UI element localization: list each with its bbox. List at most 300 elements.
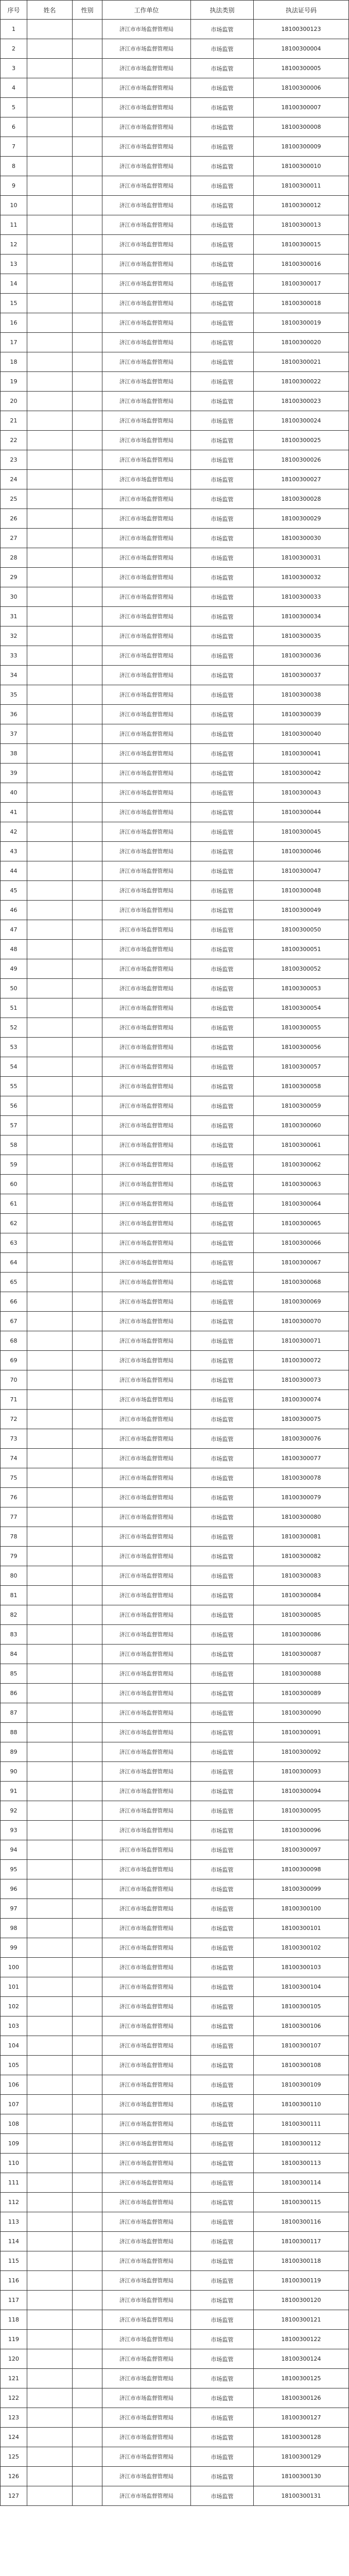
enforcement-category-cell: 市场监管 (191, 783, 254, 803)
work-unit-cell: 济江市市场监督管理局 (102, 1370, 191, 1390)
table-row (1, 1899, 349, 1919)
gender-cell (73, 2369, 102, 2388)
name-cell (27, 1742, 73, 1762)
gender-cell (73, 1782, 102, 1801)
serial-cell: 80 (1, 1566, 27, 1586)
name-cell (27, 1586, 73, 1605)
enforcement-category-cell: 市场监管 (191, 1840, 254, 1860)
serial-cell: 31 (1, 607, 27, 626)
name-cell (27, 1057, 73, 1077)
gender-cell (73, 157, 102, 176)
name-cell (27, 1155, 73, 1175)
certificate-number-cell: 18100300093 (254, 1762, 349, 1782)
enforcement-category-cell: 市场监管 (191, 1586, 254, 1605)
gender-cell (73, 294, 102, 313)
name-cell (27, 1507, 73, 1527)
serial-cell: 122 (1, 2388, 27, 2408)
enforcement-category-cell: 市场监管 (191, 1136, 254, 1155)
work-unit-cell: 济江市市场监督管理局 (102, 1077, 191, 1096)
enforcement-category-cell: 市场监管 (191, 1801, 254, 1821)
serial-cell: 8 (1, 157, 27, 176)
enforcement-category-cell: 市场监管 (191, 901, 254, 920)
table-row (1, 1625, 349, 1645)
name-cell (27, 1214, 73, 1233)
certificate-number-cell: 18100300047 (254, 861, 349, 881)
gender-cell (73, 607, 102, 626)
name-cell (27, 744, 73, 764)
enforcement-category-cell: 市场监管 (191, 2056, 254, 2075)
serial-cell: 88 (1, 1723, 27, 1742)
table-row (1, 2251, 349, 2271)
name-cell (27, 117, 73, 137)
name-cell (27, 1410, 73, 1429)
certificate-number-cell: 18100300121 (254, 2310, 349, 2330)
gender-cell (73, 1742, 102, 1762)
work-unit-cell: 济江市市场监督管理局 (102, 392, 191, 411)
serial-cell: 26 (1, 509, 27, 529)
gender-cell (73, 274, 102, 294)
certificate-number-cell: 18100300115 (254, 2193, 349, 2212)
table-row (1, 2173, 349, 2193)
name-cell (27, 2330, 73, 2349)
header-enforcement-category: 执法类别 (191, 1, 254, 20)
serial-cell: 116 (1, 2271, 27, 2291)
certificate-number-cell: 18100300101 (254, 1919, 349, 1938)
table-row (1, 1586, 349, 1605)
certificate-number-cell: 18100300049 (254, 901, 349, 920)
table-row (1, 1507, 349, 1527)
enforcement-category-cell: 市场监管 (191, 1547, 254, 1566)
serial-cell: 65 (1, 1273, 27, 1292)
work-unit-cell: 济江市市场监督管理局 (102, 1723, 191, 1742)
name-cell (27, 685, 73, 705)
work-unit-cell: 济江市市场监督管理局 (102, 2271, 191, 2291)
gender-cell (73, 1273, 102, 1292)
gender-cell (73, 666, 102, 685)
table-row (1, 450, 349, 470)
gender-cell (73, 587, 102, 607)
work-unit-cell: 济江市市场监督管理局 (102, 842, 191, 861)
work-unit-cell: 济江市市场监督管理局 (102, 1253, 191, 1273)
name-cell (27, 1625, 73, 1645)
certificate-number-cell: 18100300070 (254, 1312, 349, 1331)
certificate-number-cell: 18100300060 (254, 1116, 349, 1136)
work-unit-cell: 济江市市场监督管理局 (102, 920, 191, 940)
certificate-number-cell: 18100300100 (254, 1899, 349, 1919)
table-row (1, 626, 349, 646)
name-cell (27, 2388, 73, 2408)
name-cell (27, 2095, 73, 2114)
table-row (1, 78, 349, 98)
table-row (1, 2193, 349, 2212)
work-unit-cell: 济江市市场监督管理局 (102, 666, 191, 685)
serial-cell: 85 (1, 1664, 27, 1684)
serial-cell: 7 (1, 137, 27, 157)
serial-cell: 60 (1, 1175, 27, 1194)
name-cell (27, 979, 73, 998)
certificate-number-cell: 18100300066 (254, 1233, 349, 1253)
name-cell (27, 940, 73, 959)
certificate-number-cell: 18100300056 (254, 1038, 349, 1057)
certificate-number-cell: 18100300076 (254, 1429, 349, 1449)
serial-cell: 40 (1, 783, 27, 803)
enforcement-category-cell: 市场监管 (191, 626, 254, 646)
enforcement-category-cell: 市场监管 (191, 998, 254, 1018)
certificate-number-cell: 18100300063 (254, 1175, 349, 1194)
gender-cell (73, 431, 102, 450)
name-cell (27, 470, 73, 489)
table-row (1, 920, 349, 940)
name-cell (27, 20, 73, 39)
name-cell (27, 861, 73, 881)
enforcement-category-cell: 市场监管 (191, 529, 254, 548)
enforcement-category-cell: 市场监管 (191, 2369, 254, 2388)
work-unit-cell: 济江市市场监督管理局 (102, 1879, 191, 1899)
gender-cell (73, 1664, 102, 1684)
gender-cell (73, 1547, 102, 1566)
table-row (1, 783, 349, 803)
certificate-number-cell: 18100300083 (254, 1566, 349, 1586)
certificate-number-cell: 18100300058 (254, 1077, 349, 1096)
name-cell (27, 39, 73, 59)
name-cell (27, 2447, 73, 2467)
certificate-number-cell: 18100300071 (254, 1331, 349, 1351)
enforcement-category-cell: 市场监管 (191, 1879, 254, 1899)
enforcement-category-cell: 市场监管 (191, 1938, 254, 1958)
gender-cell (73, 1625, 102, 1645)
work-unit-cell: 济江市市场监督管理局 (102, 940, 191, 959)
table-row (1, 548, 349, 568)
gender-cell (73, 783, 102, 803)
gender-cell (73, 2212, 102, 2232)
certificate-number-cell: 18100300069 (254, 1292, 349, 1312)
serial-cell: 51 (1, 998, 27, 1018)
table-row (1, 2075, 349, 2095)
work-unit-cell: 济江市市场监督管理局 (102, 372, 191, 392)
work-unit-cell: 济江市市场监督管理局 (102, 137, 191, 157)
enforcement-category-cell: 市场监管 (191, 1077, 254, 1096)
work-unit-cell: 济江市市场监督管理局 (102, 1096, 191, 1116)
gender-cell (73, 1977, 102, 1997)
work-unit-cell: 济江市市场监督管理局 (102, 1527, 191, 1547)
certificate-number-cell: 18100300045 (254, 822, 349, 842)
gender-cell (73, 1860, 102, 1879)
table-row (1, 1331, 349, 1351)
name-cell (27, 1312, 73, 1331)
enforcement-category-cell: 市场监管 (191, 1233, 254, 1253)
serial-cell: 72 (1, 1410, 27, 1429)
table-row (1, 1449, 349, 1468)
table-row (1, 2310, 349, 2330)
serial-cell: 93 (1, 1821, 27, 1840)
name-cell (27, 607, 73, 626)
certificate-number-cell: 18100300067 (254, 1253, 349, 1273)
enforcement-category-cell: 市场监管 (191, 352, 254, 372)
work-unit-cell: 济江市市场监督管理局 (102, 1488, 191, 1507)
name-cell (27, 78, 73, 98)
table-row (1, 2114, 349, 2134)
table-row (1, 2212, 349, 2232)
name-cell (27, 568, 73, 587)
gender-cell (73, 1762, 102, 1782)
name-cell (27, 450, 73, 470)
enforcement-category-cell: 市场监管 (191, 313, 254, 333)
certificate-number-cell: 18100300061 (254, 1136, 349, 1155)
gender-cell (73, 509, 102, 529)
serial-cell: 110 (1, 2154, 27, 2173)
work-unit-cell: 济江市市场监督管理局 (102, 196, 191, 215)
work-unit-cell: 济江市市场监督管理局 (102, 78, 191, 98)
gender-cell (73, 352, 102, 372)
work-unit-cell: 济江市市场监督管理局 (102, 489, 191, 509)
table-row (1, 1038, 349, 1057)
certificate-number-cell: 18100300031 (254, 548, 349, 568)
gender-cell (73, 2486, 102, 2506)
enforcement-category-cell: 市场监管 (191, 646, 254, 666)
work-unit-cell: 济江市市场监督管理局 (102, 705, 191, 724)
name-cell (27, 352, 73, 372)
serial-cell: 12 (1, 235, 27, 255)
enforcement-category-cell: 市场监管 (191, 392, 254, 411)
serial-cell: 92 (1, 1801, 27, 1821)
certificate-number-cell: 18100300073 (254, 1370, 349, 1390)
work-unit-cell: 济江市市场监督管理局 (102, 1645, 191, 1664)
table-row (1, 1057, 349, 1077)
work-unit-cell: 济江市市场监督管理局 (102, 2467, 191, 2486)
serial-cell: 37 (1, 724, 27, 744)
gender-cell (73, 2095, 102, 2114)
certificate-number-cell: 18100300032 (254, 568, 349, 587)
gender-cell (73, 724, 102, 744)
certificate-number-cell: 18100300062 (254, 1155, 349, 1175)
certificate-number-cell: 18100300040 (254, 724, 349, 744)
enforcement-category-cell: 市场监管 (191, 78, 254, 98)
certificate-number-cell: 18100300116 (254, 2212, 349, 2232)
certificate-number-cell: 18100300029 (254, 509, 349, 529)
certificate-number-cell: 18100300085 (254, 1605, 349, 1625)
gender-cell (73, 1410, 102, 1429)
enforcement-category-cell: 市场监管 (191, 764, 254, 783)
work-unit-cell: 济江市市场监督管理局 (102, 20, 191, 39)
serial-cell: 4 (1, 78, 27, 98)
gender-cell (73, 1370, 102, 1390)
name-cell (27, 2428, 73, 2447)
table-row (1, 1292, 349, 1312)
enforcement-category-cell: 市场监管 (191, 1645, 254, 1664)
certificate-number-cell: 18100300079 (254, 1488, 349, 1507)
work-unit-cell: 济江市市场监督管理局 (102, 2232, 191, 2251)
table-row (1, 2056, 349, 2075)
name-cell (27, 1547, 73, 1566)
certificate-number-cell: 18100300111 (254, 2114, 349, 2134)
table-row (1, 1410, 349, 1429)
enforcement-category-cell: 市场监管 (191, 2447, 254, 2467)
serial-cell: 23 (1, 450, 27, 470)
serial-cell: 16 (1, 313, 27, 333)
serial-cell: 38 (1, 744, 27, 764)
name-cell (27, 842, 73, 861)
enforcement-category-cell: 市场监管 (191, 1742, 254, 1762)
enforcement-category-cell: 市场监管 (191, 1488, 254, 1507)
work-unit-cell: 济江市市场监督管理局 (102, 1312, 191, 1331)
gender-cell (73, 39, 102, 59)
name-cell (27, 881, 73, 901)
work-unit-cell: 济江市市场监督管理局 (102, 1625, 191, 1645)
certificate-number-cell: 18100300107 (254, 2036, 349, 2056)
work-unit-cell: 济江市市场监督管理局 (102, 2154, 191, 2173)
serial-cell: 89 (1, 1742, 27, 1762)
certificate-number-cell: 18100300033 (254, 587, 349, 607)
serial-cell: 83 (1, 1625, 27, 1645)
certificate-number-cell: 18100300034 (254, 607, 349, 626)
table-row (1, 705, 349, 724)
name-cell (27, 920, 73, 940)
serial-cell: 18 (1, 352, 27, 372)
work-unit-cell: 济江市市场监督管理局 (102, 1410, 191, 1429)
gender-cell (73, 1801, 102, 1821)
serial-cell: 21 (1, 411, 27, 431)
gender-cell (73, 568, 102, 587)
enforcement-category-cell: 市场监管 (191, 1273, 254, 1292)
serial-cell: 108 (1, 2114, 27, 2134)
name-cell (27, 1449, 73, 1468)
table-row (1, 1175, 349, 1194)
certificate-number-cell: 18100300117 (254, 2232, 349, 2251)
serial-cell: 87 (1, 1703, 27, 1723)
certificate-number-cell: 18100300037 (254, 666, 349, 685)
name-cell (27, 333, 73, 352)
gender-cell (73, 1077, 102, 1096)
gender-cell (73, 1684, 102, 1703)
gender-cell (73, 998, 102, 1018)
name-cell (27, 1370, 73, 1390)
gender-cell (73, 529, 102, 548)
certificate-number-cell: 18100300129 (254, 2447, 349, 2467)
certificate-number-cell: 18100300026 (254, 450, 349, 470)
work-unit-cell: 济江市市场监督管理局 (102, 2173, 191, 2193)
table-row (1, 1645, 349, 1664)
certificate-number-cell: 18100300008 (254, 117, 349, 137)
certificate-number-cell: 18100300052 (254, 959, 349, 979)
serial-cell: 94 (1, 1840, 27, 1860)
serial-cell: 41 (1, 803, 27, 822)
enforcement-category-cell: 市场监管 (191, 2016, 254, 2036)
enforcement-category-cell: 市场监管 (191, 39, 254, 59)
serial-cell: 97 (1, 1899, 27, 1919)
certificate-number-cell: 18100300114 (254, 2173, 349, 2193)
enforcement-category-cell: 市场监管 (191, 2486, 254, 2506)
enforcement-category-cell: 市场监管 (191, 2251, 254, 2271)
work-unit-cell: 济江市市场监督管理局 (102, 2408, 191, 2428)
serial-cell: 33 (1, 646, 27, 666)
work-unit-cell: 济江市市场监督管理局 (102, 1938, 191, 1958)
certificate-number-cell: 18100300097 (254, 1840, 349, 1860)
certificate-number-cell: 18100300068 (254, 1273, 349, 1292)
gender-cell (73, 2075, 102, 2095)
gender-cell (73, 255, 102, 274)
serial-cell: 118 (1, 2310, 27, 2330)
table-row (1, 1155, 349, 1175)
enforcement-category-cell: 市场监管 (191, 255, 254, 274)
name-cell (27, 372, 73, 392)
gender-cell (73, 1566, 102, 1586)
gender-cell (73, 313, 102, 333)
certificate-number-cell: 18100300059 (254, 1096, 349, 1116)
header-certificate-number: 执法证号码 (254, 1, 349, 20)
work-unit-cell: 济江市市场监督管理局 (102, 274, 191, 294)
serial-cell: 123 (1, 2408, 27, 2428)
gender-cell (73, 1605, 102, 1625)
enforcement-category-cell: 市场监管 (191, 1821, 254, 1840)
work-unit-cell: 济江市市场监督管理局 (102, 1703, 191, 1723)
serial-cell: 14 (1, 274, 27, 294)
name-cell (27, 1879, 73, 1899)
work-unit-cell: 济江市市场监督管理局 (102, 979, 191, 998)
gender-cell (73, 2310, 102, 2330)
certificate-number-cell: 18100300087 (254, 1645, 349, 1664)
name-cell (27, 1233, 73, 1253)
table-row (1, 901, 349, 920)
enforcement-category-cell: 市场监管 (191, 489, 254, 509)
gender-cell (73, 979, 102, 998)
certificate-number-cell: 18100300044 (254, 803, 349, 822)
gender-cell (73, 2114, 102, 2134)
gender-cell (73, 1938, 102, 1958)
work-unit-cell: 济江市市场监督管理局 (102, 685, 191, 705)
serial-cell: 106 (1, 2075, 27, 2095)
certificate-number-cell: 18100300103 (254, 1958, 349, 1977)
gender-cell (73, 1194, 102, 1214)
table-row (1, 39, 349, 59)
work-unit-cell: 济江市市场监督管理局 (102, 1664, 191, 1684)
name-cell (27, 176, 73, 196)
serial-cell: 58 (1, 1136, 27, 1155)
certificate-number-cell: 18100300025 (254, 431, 349, 450)
name-cell (27, 2134, 73, 2154)
certificate-number-cell: 18100300075 (254, 1410, 349, 1429)
serial-cell: 42 (1, 822, 27, 842)
name-cell (27, 157, 73, 176)
table-row (1, 2232, 349, 2251)
name-cell (27, 1645, 73, 1664)
table-row (1, 1547, 349, 1566)
certificate-number-cell: 18100300012 (254, 196, 349, 215)
serial-cell: 39 (1, 764, 27, 783)
name-cell (27, 803, 73, 822)
name-cell (27, 1703, 73, 1723)
table-row (1, 1194, 349, 1214)
table-row (1, 1684, 349, 1703)
enforcement-category-cell: 市场监管 (191, 881, 254, 901)
name-cell (27, 2016, 73, 2036)
name-cell (27, 1468, 73, 1488)
serial-cell: 52 (1, 1018, 27, 1038)
enforcement-category-cell: 市场监管 (191, 1566, 254, 1586)
table-row (1, 744, 349, 764)
certificate-number-cell: 18100300051 (254, 940, 349, 959)
enforcement-category-cell: 市场监管 (191, 861, 254, 881)
enforcement-category-cell: 市场监管 (191, 176, 254, 196)
serial-cell: 49 (1, 959, 27, 979)
gender-cell (73, 1214, 102, 1233)
work-unit-cell: 济江市市场监督管理局 (102, 1449, 191, 1468)
certificate-number-cell: 18100300077 (254, 1449, 349, 1468)
name-cell (27, 1351, 73, 1370)
name-cell (27, 998, 73, 1018)
table-row (1, 1821, 349, 1840)
name-cell (27, 1723, 73, 1742)
gender-cell (73, 1116, 102, 1136)
